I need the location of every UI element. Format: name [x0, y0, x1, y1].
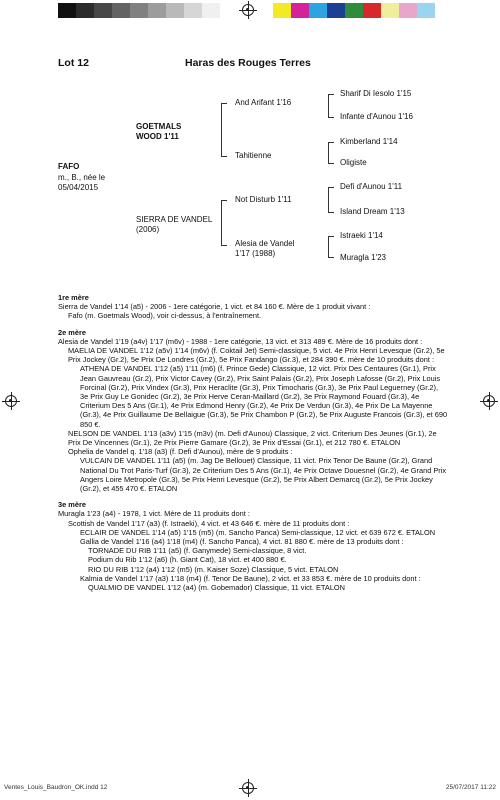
produce-entry: Kalmia de Vandel 1'17 (a3) 1'18 (m4) (f. Tenor De Baune), 2 vict. et 33 853 €. mère de 10 produits dont : — [80, 573, 421, 583]
color-swatch — [273, 3, 291, 18]
first-dam-text: Sierra de Vandel 1'14 (a5) - 2006 - 1ere catégorie, 1 vict. et 84 160 €. Mère de 1 produit vivant : — [58, 302, 371, 312]
bracket-g3-4-top — [328, 236, 334, 237]
produce-entry: ECLAIR DE VANDEL 1'14 (a5) 1'15 (m5) (m. Sancho Panca) Semi-classique, 12 vict. et 639 672 €. ETALON — [80, 527, 436, 537]
color-swatch — [309, 3, 327, 18]
sire-dam: Tahitienne — [235, 151, 272, 160]
third-dam-text: Muragla 1'23 (a4) - 1978, 1 vict. Mère de 11 produits dont : — [58, 509, 250, 519]
color-swatch — [112, 3, 130, 18]
color-swatch — [58, 3, 76, 18]
bracket-dam-top — [221, 200, 227, 201]
horse-name: FAFO — [58, 162, 80, 171]
color-swatch — [166, 3, 184, 18]
color-swatch — [76, 3, 94, 18]
g3-name: Defi d'Aunou 1'11 — [340, 182, 403, 191]
sire-name: GOETMALS WOOD 1'11 — [136, 122, 182, 141]
produce-entry: Ophelia de Vandel q. 1'18 (a3) (f. Defi d'Aunou), mère de 9 produits : — [68, 447, 293, 457]
g3-name: Oligiste — [340, 158, 367, 167]
color-swatch — [327, 3, 345, 18]
horse-details: m., B., née le 05/04/2015 — [58, 173, 106, 192]
color-swatch — [363, 3, 381, 18]
bracket-dam — [221, 200, 222, 246]
produce-entry: Scottish de Vandel 1'17 (a3) (f. Istraeki), 4 vict. et 43 646 €. mère de 11 produits dont : — [68, 518, 350, 528]
g3-name: Island Dream 1'13 — [340, 207, 405, 216]
dam-name-block — [136, 215, 214, 235]
bracket-g3-1-bottom — [328, 117, 334, 118]
grayscale-swatch-bar — [58, 3, 220, 18]
color-swatch — [130, 3, 148, 18]
dam-dam: Alesia de Vandel 1'17 (1988) — [235, 239, 295, 258]
g3-name: Kimberland 1'14 — [340, 137, 398, 146]
produce-entry: TORNADE DU RIB 1'11 (a5) (f. Ganymede) Semi-classique, 8 vict. — [88, 546, 307, 556]
bracket-g3-3 — [328, 187, 329, 213]
bracket-g3-4-bottom — [328, 257, 334, 258]
dam-name: SIERRA DE VANDEL — [136, 215, 213, 224]
produce-entry: Gallia de Vandel 1'16 (a4) 1'18 (m4) (f. Sancho Panca), 4 vict. 81 880 €. mère de 13 produits dont : — [80, 537, 404, 547]
dam-year: (2006) — [136, 225, 160, 234]
g3-name: Sharif Di Iesolo 1'15 — [340, 89, 412, 98]
bracket-g3-4 — [328, 236, 329, 258]
bracket-dam-bottom — [221, 245, 227, 246]
registration-mark-top-icon — [242, 4, 254, 16]
bracket-g3-2-top — [328, 142, 334, 143]
farm-name: Haras des Rouges Terres — [185, 57, 311, 69]
produce-entry: MAELIA DE VANDEL 1'12 (a5v) 1'14 (m6v) (f. Coktail Jet) Semi-classique, 5 vict. 4e Prix Henri Levesque (Gr.2), 5e Prix Jockey (Gr.2), 5e Prix De Londres (Gr.2), 5e Prix Fandango (Gr.3), et 284 390 €. mère de 10 produits dont : — [68, 346, 445, 365]
lot-number: Lot 12 — [58, 57, 89, 69]
bracket-g3-1-top — [328, 94, 334, 95]
color-swatch — [381, 3, 399, 18]
dam-sire: Not Disturb 1'11 — [235, 195, 292, 204]
color-swatch — [417, 3, 435, 18]
produce-entry: Fafo (m. Goetmals Wood), voir ci-dessus, à l'entraînement. — [68, 311, 262, 321]
bracket-sire — [221, 103, 222, 157]
bracket-g3-2-bottom — [328, 163, 334, 164]
first-dam-heading: 1re mère — [58, 293, 89, 302]
bracket-g3-2 — [328, 142, 329, 164]
color-swatch — [399, 3, 417, 18]
g3-name: Muragla 1'23 — [340, 253, 386, 262]
produce-entry: VULCAIN DE VANDEL 1'11 (a5) (m. Jag De Bellouet) Classique, 11 vict. Prix Tenor De Baune (Gr.2), Grand National Du Trot Paris-Turf (Gr.3), 2e Criterium Des 5 Ans (Gr.1), 4e Prix Octave Douesnel (Gr.2), 4e Grand Prix Angers Loire Metropole (Gr.3), 5e Prix Henri Levesque (Gr.2), 5e Prix Albert Demarcq (Gr.2), 5e Prix Jockey (Gr.2), et 455 470 €. ETALON — [80, 456, 447, 494]
color-swatch — [148, 3, 166, 18]
registration-mark-right-icon — [483, 395, 495, 407]
bracket-g3-1 — [328, 94, 329, 118]
sire-sire: And Arifant 1'16 — [235, 98, 292, 107]
bracket-sire-bottom — [221, 156, 227, 157]
produce-entry: Podium du Rib 1'12 (a6) (h. Giant Cat), 18 vict. et 400 880 €. — [88, 555, 287, 565]
color-swatch — [94, 3, 112, 18]
registration-mark-bottom-icon — [242, 782, 254, 794]
bracket-g3-3-top — [328, 187, 334, 188]
produce-record — [58, 293, 448, 592]
color-swatch — [184, 3, 202, 18]
color-swatch-bar — [273, 3, 435, 18]
footer-datetime: 25/07/2017 11:22 — [445, 784, 496, 791]
bracket-g3-3-bottom — [328, 212, 334, 213]
color-swatch — [345, 3, 363, 18]
produce-entry: QUALMIO DE VANDEL 1'12 (a4) (m. Gobemador) Classique, 11 vict. ETALON — [88, 583, 346, 593]
produce-entry: RIO DU RIB 1'12 (a4) 1'12 (m5) (m. Kaiser Soze) Classique, 5 vict. ETALON — [88, 564, 339, 574]
third-dam-heading: 3e mère — [58, 500, 86, 510]
registration-mark-left-icon — [5, 395, 17, 407]
produce-entry: NELSON DE VANDEL 1'13 (a3v) 1'15 (m3v) (m. Defi d'Aunou) Classique, 2 vict. Criterium Des Jeunes (Gr.1), 2e Prix De Vincennes (Gr.1), 2e Prix Pierre Gamare (Gr.2), 3e Prix d'Essai (Gr.1), et 212 780 €. ETALON — [68, 428, 437, 448]
second-dam-heading: 2e mère — [58, 327, 86, 337]
color-swatch — [291, 3, 309, 18]
bracket-sire-top — [221, 103, 227, 104]
footer-filename: Ventes_Louis_Baudron_OK.indd 12 — [4, 784, 108, 791]
g3-name: Infante d'Aunou 1'16 — [340, 112, 413, 121]
second-dam-text: Alesia de Vandel 1'19 (a4v) 1'17 (m6v) - 1988 - 1ere catégorie, 13 vict. et 313 489 €. Mère de 16 produits dont : — [58, 336, 423, 346]
produce-entry: ATHENA DE VANDEL 1'12 (a5) 1'11 (m6) (f. Prince Gede) Classique, 12 vict. Prix Des Centaures (Gr.1), Prix Jean Gauvreau (Gr.2), Prix Victor Cavey (Gr.2), Prix Saint Palais (Gr.2), Prix Joseph Lafosse (Gr.2), Prix Louis Forcinal (Gr.2), Prix Vindex (Gr.3), Prix Heraclite (Gr.3), Prix Timocharis (Gr.3), 3e Prix Paul Leguerney (Gr.2), 3e Prix Guy Le Gonidec (Gr.2), 3e Prix Herve Ceran-Maillard (Gr.2), 3e Prix Raymond Fouard (Gr.3), 4e Criterium Des 5 Ans (Gr.1), 4e Prix Edmond Henry (Gr.2), 4e Prix De Verdun (Gr.3), 4e Prix De La Mayenne (Gr.3), 4e Prix Guillaume De Bellaigue (Gr.3), 5e Prix Chambon P (Gr.2), 5e Prix Auguste Francois (Gr.3), et 690 850 €. — [80, 364, 448, 429]
color-swatch — [202, 3, 220, 18]
g3-name: Istraeki 1'14 — [340, 231, 383, 240]
